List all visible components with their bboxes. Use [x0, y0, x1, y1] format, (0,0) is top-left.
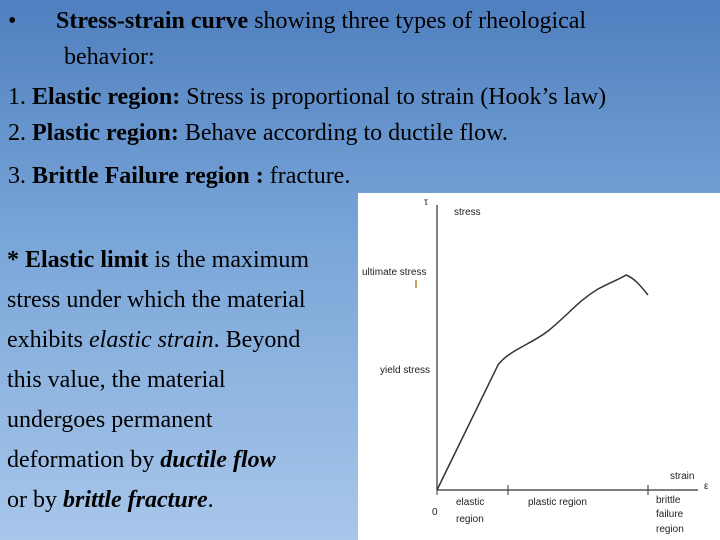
intro-bold: Stress-strain curve	[56, 8, 249, 34]
para-line-6	[7, 440, 309, 480]
item-number: 3.	[8, 163, 32, 189]
para-line-3	[7, 320, 309, 360]
para-line-3-pre: exhibits	[7, 327, 89, 353]
region-plastic-label: plastic region	[528, 497, 587, 508]
y-axis-symbol: τ	[424, 197, 428, 208]
item-bold: Brittle Failure region :	[32, 163, 264, 189]
para-line-6-pre: deformation by	[7, 447, 161, 473]
region-elastic-line-1: elastic	[456, 497, 485, 508]
para-line-3-post: . Beyond	[213, 327, 301, 353]
para-bold: Elastic limit	[25, 247, 149, 273]
stress-strain-diagram	[358, 193, 720, 540]
para-line-2: stress under which the material	[7, 287, 306, 313]
list-item-brittle	[8, 161, 350, 192]
item-text: Stress is proportional to strain (Hook’s law)	[180, 84, 607, 110]
region-brittle-line-1: brittle	[656, 495, 681, 506]
list-item-plastic	[8, 118, 508, 149]
item-bold: Elastic region:	[32, 84, 181, 110]
para-line-1	[7, 240, 309, 280]
para-line-6-em: ductile flow	[160, 447, 276, 473]
intro-line	[56, 6, 586, 37]
ultimate-stress-label: ultimate stress	[362, 267, 427, 278]
item-bold: Plastic region:	[32, 120, 179, 146]
para-line-7-pre: or by	[7, 487, 63, 513]
stress-strain-curve	[437, 275, 648, 490]
origin-label: 0	[432, 507, 438, 518]
para-line-7	[7, 480, 309, 520]
item-number: 1.	[8, 84, 32, 110]
para-line-4: this value, the material	[7, 367, 226, 393]
para-lead: *	[7, 247, 25, 273]
item-text: fracture.	[263, 163, 351, 189]
yield-stress-label: yield stress	[380, 365, 431, 376]
elastic-limit-paragraph	[7, 240, 309, 520]
y-axis-label: stress	[454, 207, 481, 218]
region-elastic-line-2: region	[456, 514, 484, 525]
para-line-7-em: brittle fracture	[63, 487, 208, 513]
x-axis-symbol: ε	[704, 481, 709, 492]
intro-continuation: behavior:	[64, 44, 155, 70]
stress-strain-figure	[358, 193, 720, 540]
para-line-5: undergoes permanent	[7, 407, 213, 433]
region-brittle-line-3: region	[656, 524, 684, 535]
para-line-1-text: is the maximum	[148, 247, 309, 273]
item-text: Behave according to ductile flow.	[178, 120, 508, 146]
x-axis-label: strain	[670, 471, 695, 482]
list-item-elastic	[8, 82, 606, 113]
para-line-7-post: .	[207, 487, 214, 513]
intro-rest: showing three types of rheological	[248, 8, 587, 34]
bullet-symbol: •	[8, 8, 17, 34]
region-brittle-line-2: failure	[656, 509, 684, 520]
para-line-3-em: elastic strain	[89, 327, 214, 353]
item-number: 2.	[8, 120, 32, 146]
